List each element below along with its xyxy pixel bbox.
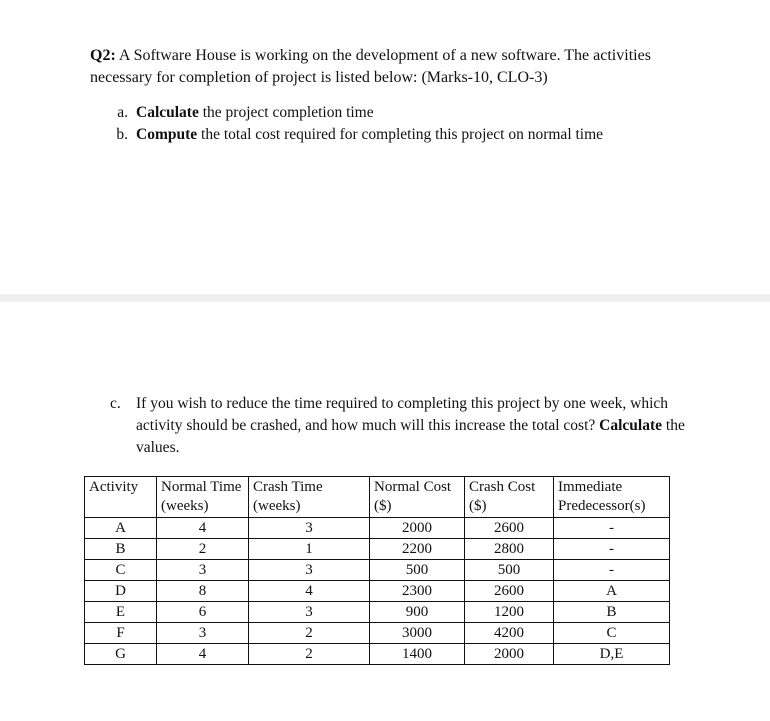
table-row: [85, 623, 670, 644]
question-heading: [90, 45, 690, 89]
table-row: [85, 539, 670, 560]
table-cell: 1200: [465, 602, 554, 623]
part-a-letter: a.: [117, 104, 128, 121]
part-b-letter: b.: [116, 126, 128, 143]
header-crash-cost: Crash Cost ($): [465, 477, 554, 518]
table-cell: C: [554, 623, 670, 644]
part-c-verb: Calculate: [599, 417, 663, 434]
table-cell: 3000: [370, 623, 465, 644]
table-header-row: [85, 477, 670, 518]
part-a-text: the project completion time: [198, 104, 374, 121]
table-cell: C: [85, 560, 157, 581]
table-cell: A: [554, 581, 670, 602]
table-cell: 2600: [465, 581, 554, 602]
part-b-verb: Compute: [136, 126, 198, 143]
table-cell: 2: [157, 539, 249, 560]
table-cell: G: [85, 644, 157, 665]
header-predecessors: Immediate Predecessor(s): [554, 477, 670, 518]
header-crash-time: Crash Time (weeks): [249, 477, 370, 518]
table-cell: D: [85, 581, 157, 602]
part-c: [110, 393, 685, 459]
table-cell: -: [554, 560, 670, 581]
part-c-tail: the values.: [136, 417, 685, 456]
table-cell: B: [554, 602, 670, 623]
header-activity: Activity: [85, 477, 157, 518]
header-normal-time: Normal Time (weeks): [157, 477, 249, 518]
page-separator: [0, 294, 770, 302]
table-cell: 500: [465, 560, 554, 581]
table-cell: 2000: [370, 518, 465, 539]
activity-table: [84, 476, 670, 665]
table-row: [85, 560, 670, 581]
part-b: [90, 125, 710, 145]
table-cell: D,E: [554, 644, 670, 665]
part-c-letter: c.: [110, 395, 121, 412]
table-cell: 4200: [465, 623, 554, 644]
table-cell: 4: [157, 518, 249, 539]
part-a: [90, 103, 710, 123]
table-cell: 4: [249, 581, 370, 602]
table-cell: B: [85, 539, 157, 560]
question-text: A Software House is working on the development of a new software. The activities necessary for completion of project is listed below: (Marks-10, CLO-3): [90, 47, 651, 86]
table-row: [85, 518, 670, 539]
table-row: [85, 602, 670, 623]
table-cell: 2600: [465, 518, 554, 539]
part-b-text: the total cost required for completing this project on normal time: [197, 126, 604, 143]
table-cell: -: [554, 539, 670, 560]
table-cell: 3: [249, 518, 370, 539]
part-a-verb: Calculate: [136, 104, 199, 121]
table-cell: 2000: [465, 644, 554, 665]
question-label: Q2:: [90, 47, 116, 64]
table-cell: 3: [249, 602, 370, 623]
table-row: [85, 644, 670, 665]
table-cell: 8: [157, 581, 249, 602]
table-cell: 500: [370, 560, 465, 581]
table-cell: 2300: [370, 581, 465, 602]
part-c-text: If you wish to reduce the time required to completing this project by one week, which activity should be crashed, and how much will this increase the total cost?: [136, 395, 669, 434]
table-cell: 2: [249, 644, 370, 665]
table-cell: A: [85, 518, 157, 539]
table-cell: E: [85, 602, 157, 623]
table-cell: 1400: [370, 644, 465, 665]
table-cell: 2: [249, 623, 370, 644]
header-normal-cost: Normal Cost ($): [370, 477, 465, 518]
table-row: [85, 581, 670, 602]
table-cell: 3: [157, 560, 249, 581]
table-cell: 1: [249, 539, 370, 560]
table-cell: 2200: [370, 539, 465, 560]
table-cell: 900: [370, 602, 465, 623]
table-cell: 3: [249, 560, 370, 581]
table-cell: 6: [157, 602, 249, 623]
table-cell: 2800: [465, 539, 554, 560]
table-cell: 4: [157, 644, 249, 665]
table-cell: F: [85, 623, 157, 644]
table-cell: -: [554, 518, 670, 539]
table-cell: 3: [157, 623, 249, 644]
